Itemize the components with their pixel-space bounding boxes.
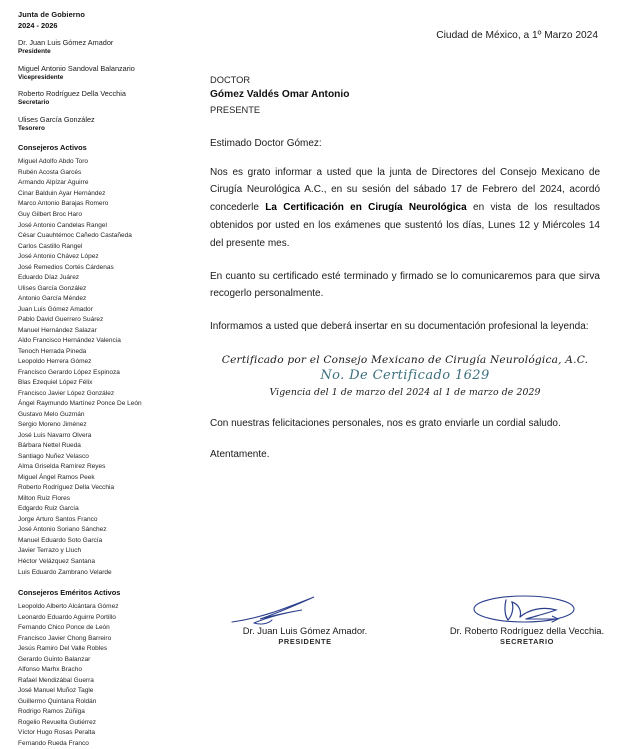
officer-entry (18, 38, 188, 56)
emeritus-list-item: Rafael Mendizábal Guerra (18, 676, 94, 684)
officer-name: Miguel Antonio Sandoval Balanzario (18, 63, 135, 73)
counselor-list-item: Juan Luis Gómez Amador (18, 305, 93, 313)
counselor-list-item: Rubén Acosta Garcés (18, 168, 82, 176)
emeritus-list-item: Fernando Chico Ponce de León (18, 624, 110, 632)
letter-paragraph-1 (210, 164, 600, 253)
signature-role-president: PRESIDENTE (278, 637, 332, 646)
officer-entry (18, 64, 188, 82)
presente-label: PRESENTE (210, 105, 261, 116)
signature-block-president (210, 582, 400, 646)
counselor-list-item: César Cuauhtémoc Cañedo Castañeda (18, 232, 132, 240)
counselor-list-item: Santiago Nuñez Velasco (18, 452, 89, 460)
signature-name-secretary: Dr. Roberto Rodríguez della Vecchia. (449, 625, 605, 636)
counselor-list-item: Héctor Velázquez Santana (18, 558, 95, 565)
letter-signoff: Atentamente. (210, 448, 270, 460)
counselor-list-item: Antonio García Méndez (18, 295, 87, 303)
counselor-list-item: Miguel Ángel Ramos Peek (18, 473, 95, 481)
counselor-list-item: Manuel Hernández Salazar (18, 326, 97, 334)
letter-body (196, 0, 640, 646)
signature-role-secretary: SECRETARIO (500, 637, 554, 646)
officer-role: Presidente (18, 48, 51, 56)
doctor-label: DOCTOR (210, 75, 251, 85)
emeritus-list-item: Francisco Javier Chong Barreiro (18, 634, 112, 642)
emeritus-list-item: Gerardo Guinto Balanzar (18, 655, 91, 663)
addressee-name: Gómez Valdés Omar Antonio (210, 89, 350, 101)
counselor-list-item: Javier Terrazo y Lluch (18, 547, 82, 555)
certification-emphasis: La Certificación en Cirugía Neurológica (265, 202, 467, 214)
emeritus-counselors-list (18, 602, 188, 749)
counselor-list-item: José Luis Navarro Olvera (18, 431, 92, 439)
counselor-list-item: Leopoldo Herrera Gómez (18, 358, 92, 366)
letter-paragraph-3: Informamos a usted que deberá insertar en su documentación profesional la leyenda: (210, 321, 589, 333)
letter-date: Ciudad de México, a 1º Marzo 2024 (436, 30, 598, 41)
counselor-list-item: Alma Griselda Ramírez Reyes (18, 463, 106, 471)
emeritus-list-item: Alfonso Marhx Bracho (18, 666, 82, 674)
board-title: Junta de Gobierno (18, 10, 85, 19)
emeritus-list-item: Jesús Ramiro Del Valle Robles (18, 645, 108, 653)
counselor-list-item: Manuel Eduardo Soto García (18, 536, 103, 544)
counselor-list-item: Guy Gilbert Broc Haro (18, 210, 82, 218)
counselor-list-item: Ulises García González (18, 284, 87, 292)
officer-name: Ulises García González (18, 114, 95, 124)
emeritus-counselors-heading: Consejeros Eméritos Activos (18, 588, 121, 598)
emeritus-list-item: José Manuel Muñoz Tagle (18, 687, 94, 695)
counselor-list-item: Cinar Balduin Ayar Hernández (18, 189, 106, 197)
signature-ink-president (210, 592, 400, 626)
counselor-list-item: Eduardo Díaz Juárez (18, 274, 80, 282)
emeritus-list-item: Leopoldo Alberto Alcántara Gómez (18, 603, 119, 611)
signature-ink-secretary (432, 592, 622, 626)
signature-block-secretary (432, 582, 622, 646)
emeritus-list-item: Víctor Hugo Rosas Peralta (18, 729, 95, 737)
counselor-list-item: Aldo Francisco Hernández Valencia (18, 337, 121, 345)
officer-name: Roberto Rodríguez Della Vecchia (18, 89, 126, 99)
counselor-list-item: José Antonio Soriano Sánchez (18, 526, 107, 534)
paragraph-1-text-a: Nos es grato informar a usted que la junta de Directores del Consejo Mexicano de Cirugía Neurológica A.C., en su sesión del sábado 17 de Febrero del 2024, acordó concederle (210, 166, 600, 214)
officer-role: Vicepresidente (18, 73, 64, 81)
counselor-list-item: Carlos Castillo Rangel (18, 242, 83, 250)
paragraph-1-text-b: en vista de los resultados obtenidos por usted en los exámenes que sustentó los días, Lunes 12 y Miércoles 14 del presente mes. (210, 202, 601, 249)
legend-certificate-number: No. De Certificado 1629 (320, 368, 490, 383)
counselor-list-item: Marco Antonio Barajas Romero (18, 200, 109, 208)
officer-entry (18, 89, 188, 107)
counselor-list-item: Gustavo Melo Guzmán (18, 410, 85, 418)
letter-closing: Con nuestras felicitaciones personales, nos es grato enviarle un cordial saludo. (210, 418, 561, 429)
counselor-list-item: Jorge Arturo Santos Franco (18, 515, 98, 523)
counselor-list-item: Ángel Raymundo Martínez Ponce De León (18, 400, 142, 408)
emeritus-list-item: Guillermo Quintana Roldán (18, 697, 97, 705)
emeritus-list-item: Fernando Rueda Franco (18, 739, 89, 747)
letter-paragraph-2: En cuanto su certificado esté terminado y firmado se lo comunicaremos para que sirva recogerlo personalmente. (210, 270, 600, 300)
counselor-list-item: Blas Ezequiel López Félix (18, 379, 93, 387)
officer-role: Secretario (18, 99, 50, 107)
legend-validity-period: Vigencia del 1 de marzo del 2024 al 1 de marzo de 2029 (269, 387, 541, 398)
counselor-list-item: José Antonio Chávez López (18, 253, 99, 261)
counselor-list-item: Francisco Gerardo López Espinoza (18, 368, 120, 376)
counselor-list-item: Milton Ruiz Flores (18, 494, 71, 502)
counselor-list-item: Bárbara Nettel Rueda (18, 442, 81, 450)
letterhead-sidebar (0, 0, 196, 747)
counselor-list-item: Roberto Rodríguez Della Vecchia (18, 484, 115, 492)
counselor-list-item: Francisco Javier López González (18, 389, 115, 397)
officer-entry (18, 115, 188, 133)
counselor-list-item: Luis Eduardo Zambrano Velarde (18, 568, 112, 576)
active-counselors-list (18, 157, 188, 578)
counselor-list-item: Sergio Moreno Jiménez (18, 421, 87, 429)
counselor-list-item: Miguel Adolfo Abdo Toro (18, 158, 88, 166)
counselor-list-item: Edgardo Ruiz García (18, 505, 79, 513)
signature-name-president: Dr. Juan Luis Gómez Amador. (242, 625, 368, 636)
emeritus-list-item: Leonardo Eduardo Aguirre Portillo (18, 613, 116, 621)
counselor-list-item: Pablo David Guerrero Suárez (18, 316, 104, 324)
officer-role: Tesorero (18, 124, 45, 132)
counselor-list-item: Tenoch Herrada Pineda (18, 347, 87, 355)
board-term-years: 2024 - 2026 (18, 20, 58, 30)
legend-certified-by: Certificado por el Consejo Mexicano de Cirugía Neurológica, A.C. (221, 354, 589, 366)
officer-name: Dr. Juan Luis Gómez Amador (18, 38, 114, 48)
emeritus-list-item: Rogelio Revuelta Gutiérrez (18, 718, 97, 726)
emeritus-list-item: Rodrigo Ramos Zúñiga (18, 708, 85, 716)
letter-greeting: Estimado Doctor Gómez: (210, 137, 322, 149)
signature-area (210, 582, 622, 646)
counselor-list-item: José Remedios Cortés Cárdenas (18, 263, 114, 271)
counselor-list-item: Armando Alpízar Aguirre (18, 179, 89, 187)
counselor-list-item: José Antonio Candelas Rangel (18, 221, 107, 229)
addressee-block (210, 73, 600, 118)
certificate-legend-block (210, 354, 600, 398)
active-counselors-heading: Consejeros Activos (18, 143, 87, 153)
